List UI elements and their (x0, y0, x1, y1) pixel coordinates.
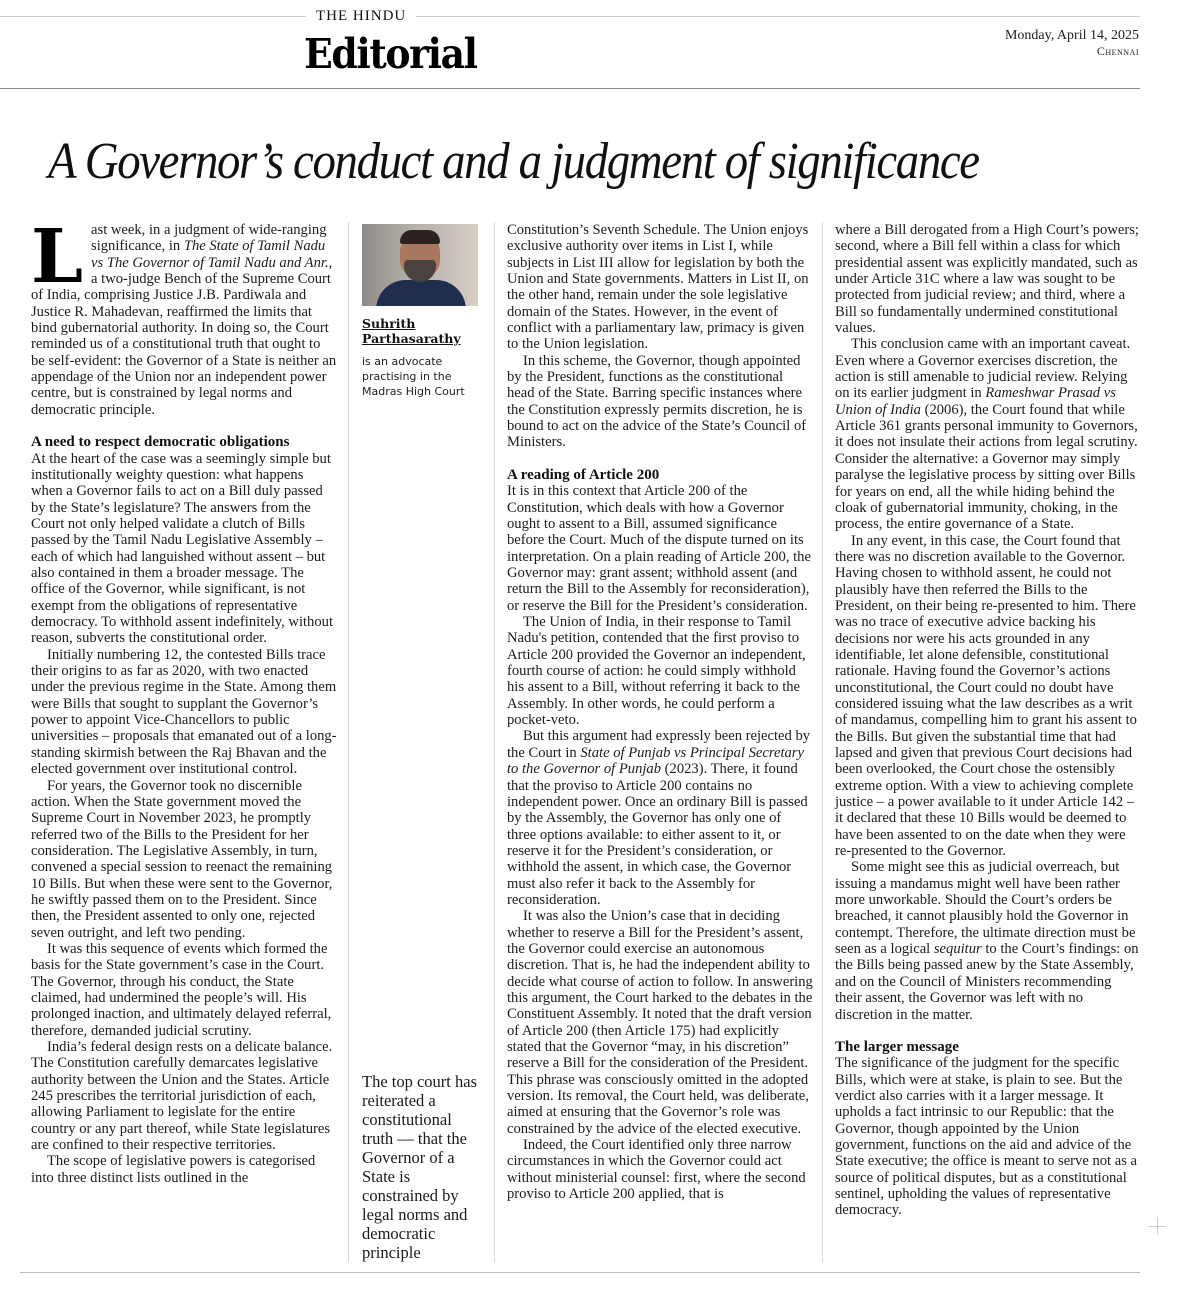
paragraph: Initially numbering 12, the contested Bills trace their origins to as far as 2020, with two enacted under the previous regime in the State. Among them were Bills that sought to supplant the Governor’s power to appoint Vice-Chancellors to public universities – proposals that emanated out of a long-standing skirmish between the Raj Bhavan and the elected government over institutional control. (31, 646, 337, 778)
paragraph: Indeed, the Court identified only three narrow circumstances in which the Governor could act without ministerial counsel: first, where the second proviso to Article 200 applied, that is (507, 1137, 806, 1203)
footer-rule (20, 1272, 1140, 1273)
subheading: A need to respect democratic obligations (31, 434, 290, 451)
case-name: Rameshwar Prasad vs Union of India (835, 385, 1116, 418)
paragraph: The scope of legislative powers is categorised into three distinct lists outlined in the (31, 1153, 316, 1186)
drop-cap: L (31, 214, 84, 300)
author-name-link[interactable]: Suhrith Parthasarathy (362, 316, 461, 346)
paragraph: India’s federal design rests on a delicate balance. The Constitution carefully demarcates legislative authority between the Union and the States. Article 245 prescribes the territorial jurisdiction of each, allowing Parliament to legislate for the entire country or any part thereof, while State legislatures are confined to their respective territories. (31, 1039, 333, 1154)
paragraph: At the heart of the case was a seemingly simple but institutionally weighty question: what happens when a Governor fails to act on a Bill duly passed by the State’s legislature? The answers from the Court not only helped validate a clutch of Bills passed by the Tamil Nadu Legislative Assembly – each of which had languished without assent – but also contained in them a broader message. The office of the Governor, while significant, is not exempt from the obligations of representative democracy. To withhold assent indefinitely, without reason, subverts the constitutional order. (31, 450, 334, 647)
pull-quote: The top court has reiterated a constitutional truth — that the Governor of a State is constrained by legal norms and democratic principle (362, 1072, 478, 1262)
masthead-rule-bottom (0, 88, 1140, 89)
column-divider (348, 222, 349, 1262)
paragraph: But this argument had expressly been rejected by the Court in State of Punjab vs Principal Secretary to the Governor of Punjab (2023). There, it found that the proviso to Article 200 contains no independent power. Once an ordinary Bill is passed by the Assembly, the Governor has only one of three options available: to either assent to it, or reserve it for the President’s consideration, or withhold the assent, in which case, the Governor must also refer it back to the Assembly for reconsideration. (507, 728, 811, 908)
section-title: Editorial (304, 30, 477, 78)
article-column-4 (835, 222, 1141, 1219)
paragraph: It was also the Union’s case that in deciding whether to reserve a Bill for the President’s assent, the Governor could exercise an autonomous discretion. That is, he had the independent ability to decide what course of action to follow. In answering this argument, the Court harked to the debates in the Constituent Assembly. It noted that the draft version of Article 200 (then Article 175) had explicitly stated that the Governor “may, in his discretion” reserve a Bill for the consideration of the President. This phrase was consciously omitted in the adopted version. Its removal, the Court held, was deliberate, aimed at ensuring that the Governor’s role was constrained by the advice of the elected executive. (507, 908, 813, 1137)
paragraph: The significance of the judgment for the specific Bills, which were at stake, is plain to see. But the verdict also carries with it a larger message. It upholds a fact intrinsic to our Republic: that the Governor, though appointed by the Union government, functions on the aid and advice of the State executive; the office is meant to serve not as a source of political disputes, but as a constitutional sentinel, upholding the values of representative democracy. (835, 1055, 1138, 1219)
masthead-rule-top (0, 16, 1140, 17)
column-divider (822, 222, 823, 1262)
paragraph: Constitution’s Seventh Schedule. The Union enjoys exclusive authority over items in List I, while subjects in List III allow for legislation by both the Union and State governments. Matters in List II, on the other hand, remain under the sole legislative domain of the States. However, in the event of conflict with a parliamentary law, primacy is given to the Union legislation. (507, 222, 809, 353)
case-name: State of Punjab vs Principal Secretary to the Governor of Punjab (507, 744, 804, 778)
case-name: The State of Tamil Nadu vs The Governor of Tamil Nadu and Anr. (91, 238, 329, 271)
masthead-brand: THE HINDU (306, 8, 416, 25)
article-column-1 (31, 214, 337, 1186)
article-column-3 (507, 222, 813, 1202)
paragraph: Some might see this as judicial overreach, but issuing a mandamus might well have been rather more unworkable. Should the Court’s orders be breached, it cannot plausibly hold the Governor in contempt. Therefore, the ultimate direction must be seen as a logical sequitur to the Court’s findings: on the Bills being passed anew by the State Assembly, and on the Council of Ministers recommending their assent, the Governor was left with no discretion in the matter. (835, 859, 1139, 1023)
article-headline: A Governor’s conduct and a judgment of significance (48, 133, 979, 190)
paragraph: For years, the Governor took no discernible action. When the State government moved the Supreme Court in November 2023, he promptly referred two of the Bills to the President for her consideration. The Legislative Assembly, in turn, convened a special session to reenact the remaining 10 Bills. But when these were sent to the Governor, he swiftly passed them on to the President. Since then, the President assented to only one, rejected seven outright, and left two pending. (31, 777, 333, 941)
publication-date: Monday, April 14, 2025 (1004, 28, 1139, 43)
latin-term: sequitur (933, 941, 982, 958)
paragraph: The Union of India, in their response to Tamil Nadu's petition, contended that the first proviso to Article 200 provided the Governor an independent, fourth course of action: he could simply withhold his assent to a Bill, without referring it back to the Assembly. In other words, he could perform a pocket-veto. (507, 614, 806, 729)
paragraph: In this scheme, the Governor, though appointed by the President, functions as the constitutional head of the State. Barring specific instances where the Constitution expressly permits discretion, he is bound to act on the advice of the State’s Council of Ministers. (507, 352, 807, 451)
author-box (362, 224, 482, 399)
paragraph: It is in this context that Article 200 of the Constitution, which deals with how a Governor ought to assent to a Bill, assumed significance before the Court. Much of the dispute turned on its interpretation. On a plain reading of Article 200, the Governor may: grant assent; withhold assent (and return the Bill to the Assembly for reconsideration), or reserve the Bill for the President’s consideration. (507, 483, 811, 614)
paragraph: This conclusion came with an important caveat. Even where a Governor exercises discretion, the action is still amenable to judicial review. Relying on its earlier judgment in Rameshwar Prasad vs Union of India (2006), the Court found that while Article 361 grants personal immunity to Governors, it does not insulate their actions from legal scrutiny. Consider the alternative: a Governor may simply paralyse the legislative process by sitting over Bills for years on end, all the while hiding behind the cloak of gubernatorial immunity, choking, in the process, the entire governance of a State. (835, 336, 1138, 533)
paragraph: It was this sequence of events which formed the basis for the State government’s case in the Court. The Governor, through his conduct, the State claimed, had undermined the people’s will. His prolonged inaction, and ultimately delayed referral, therefore, demanded judicial scrutiny. (31, 940, 332, 1039)
author-bio: is an advocate practising in the Madras High Court (362, 355, 465, 398)
subheading: The larger message (835, 1038, 959, 1055)
subheading: A reading of Article 200 (507, 466, 660, 483)
column-divider (494, 222, 495, 1262)
lead-paragraph: Last week, in a judgment of wide-ranging significance, in The State of Tamil Nadu vs The Governor of Tamil Nadu and Anr., a two-judge Bench of the Supreme Court of India, comprising Justice J.B. Pardiwala and Justice R. Mahadevan, reaffirmed the limits that bind gubernatorial authority. In doing so, the Court reminded us of a constitutional truth that ought to be self-evident: the Governor of a State is neither an appendage of the Union nor an independent power centre, but is constrained by legal norms and democratic principle. (31, 214, 337, 418)
paragraph: In any event, in this case, the Court found that there was no discretion available to the Governor. Having chosen to withhold assent, he could not plausibly have then referred the Bills to the President, on their being re-presented to him. There was no trace of executive advice backing his decisions nor were his acts grounded in any identifiable, let alone defensible, constitutional rationale. Having found the Governor’s actions unconstitutional, the Court could no doubt have considered issuing what the law describes as a writ of mandamus, compelling him to grant his assent to the Bills. But given the substantial time that had lapsed and given that previous Court decisions had been overlooked, the Court chose the ostensibly extreme option. With a view to achieving complete justice – a power available to it under Article 142 – it declared that these 10 Bills would be deemed to have been assented to on the date when they were re-presented to the Governor. (835, 532, 1137, 860)
dateline (1005, 28, 1139, 59)
paragraph: where a Bill derogated from a High Court’s powers; second, where a Bill fell within a class for which presidential assent was explicitly mandated, such as under Article 31C where a law was sought to be protected from judicial review; and third, where a Bill so fundamentally undermined constitutional values. (835, 222, 1139, 337)
edition-city: Chennai (1096, 44, 1139, 58)
author-photo (362, 224, 478, 306)
crosshair-icon (1157, 1217, 1158, 1235)
